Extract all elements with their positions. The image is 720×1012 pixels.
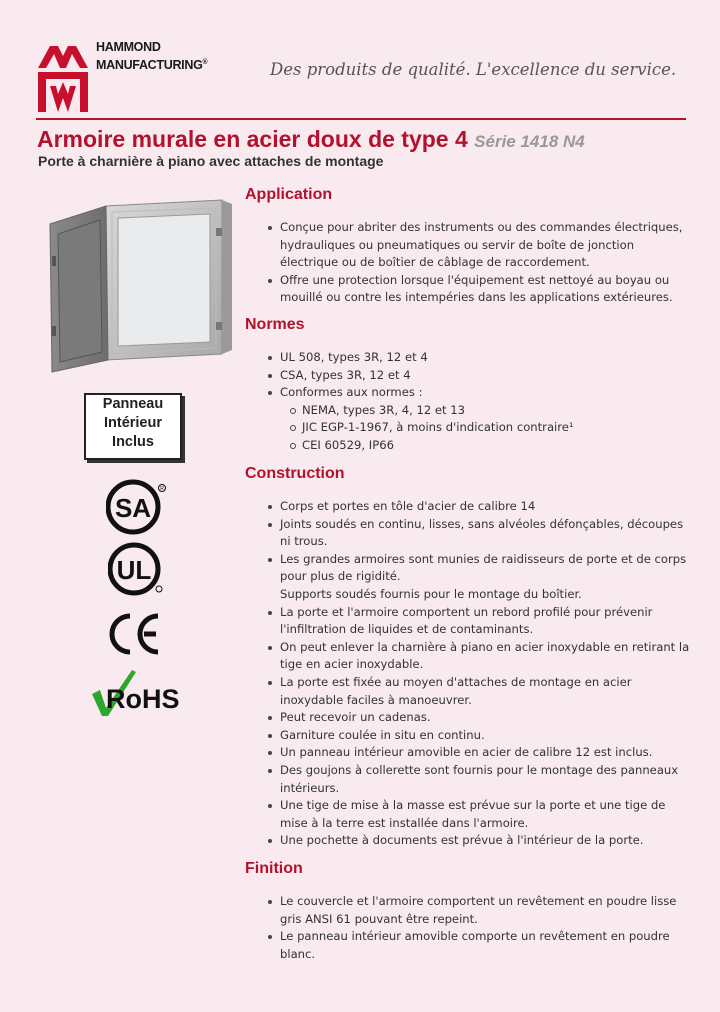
heading-normes: Normes bbox=[245, 316, 305, 333]
supports-note: Supports soudés fournis pour le montage du boîtier. bbox=[280, 586, 582, 601]
sub-list-item: NEMA, types 3R, 4, 12 et 13 bbox=[302, 402, 574, 420]
panneau-interieur-badge: Panneau Intérieur Inclus bbox=[84, 393, 182, 460]
list-item: Les grandes armoires sont munies de raidisseurs de porte et de corps pour plus de rigidité. Supports soudés fournis pour le montage du boîtier. bbox=[280, 551, 690, 604]
list-item: On peut enlever la charnière à piano en acier inoxydable en retirant la tige en acier inoxydable. bbox=[280, 639, 690, 674]
svg-text:SA: SA bbox=[114, 493, 152, 523]
series-label: Série 1418 N4 bbox=[474, 132, 585, 151]
sidebar bbox=[0, 0, 240, 1012]
list-item: Corps et portes en tôle d'acier de calibre 14 bbox=[280, 498, 690, 516]
list-item: Le couvercle et l'armoire comportent un revêtement en poudre lisse gris ANSI 61 pouvant être repeint. bbox=[280, 893, 690, 928]
sub-list-item: CEI 60529, IP66 bbox=[302, 437, 574, 455]
list-item: La porte est fixée au moyen d'attaches de montage en acier inoxydable faciles à manoeuvrer. bbox=[280, 674, 690, 709]
list-item: Conçue pour abriter des instruments ou des commandes électriques, hydrauliques ou pneumatiques ou servir de boîte de jonction électrique ou de boîtier de câblage de raccordement. bbox=[280, 219, 690, 272]
company-name: HAMMOND MANUFACTURING® bbox=[96, 40, 208, 73]
section-finition bbox=[245, 860, 690, 963]
list-item: Des goujons à collerette sont fournis pour le montage des panneaux intérieurs. bbox=[280, 762, 690, 797]
page-title: Armoire murale en acier doux de type 4 Série 1418 N4 bbox=[37, 126, 585, 152]
list-item: Peut recevoir un cadenas. bbox=[280, 709, 690, 727]
list-item: Une tige de mise à la masse est prévue sur la porte et une tige de mise à la terre est installée dans l'armoire. bbox=[280, 797, 690, 832]
section-normes bbox=[245, 316, 574, 455]
list-item: Conformes aux normes : NEMA, types 3R, 4, 12 et 13 JIC EGP-1-1967, à moins d'indication contraire¹ CEI 60529, IP66 bbox=[280, 384, 574, 454]
rohs-logo-icon bbox=[90, 668, 186, 718]
ul-logo-icon bbox=[108, 541, 164, 597]
svg-text:RoHS: RoHS bbox=[106, 684, 180, 714]
list-item: CSA, types 3R, 12 et 4 bbox=[280, 367, 574, 385]
heading-construction: Construction bbox=[245, 465, 345, 482]
list-item: Joints soudés en continu, lisses, sans alvéoles défonçables, découpes ni trous. bbox=[280, 516, 690, 551]
list-item: Une pochette à documents est prévue à l'intérieur de la porte. bbox=[280, 832, 690, 850]
tagline: Des produits de qualité. L'excellence du service. bbox=[270, 60, 677, 79]
list-item: Garniture coulée in situ en continu. bbox=[280, 727, 690, 745]
list-item: Offre une protection lorsque l'équipement est nettoyé au boyau ou mouillé ou contre les intempéries dans les applications extérieures. bbox=[280, 272, 690, 307]
sub-list-item: JIC EGP-1-1967, à moins d'indication contraire¹ bbox=[302, 419, 574, 437]
list-item: Le panneau intérieur amovible comporte un revêtement en poudre blanc. bbox=[280, 928, 690, 963]
svg-text:R: R bbox=[160, 486, 164, 492]
enclosure-image bbox=[46, 196, 236, 378]
section-construction bbox=[245, 465, 690, 850]
list-item: La porte et l'armoire comportent un rebord profilé pour prévenir l'infiltration de liquides et de contaminants. bbox=[280, 604, 690, 639]
section-application bbox=[245, 186, 690, 307]
list-item: UL 508, types 3R, 12 et 4 bbox=[280, 349, 574, 367]
csa-logo-icon bbox=[106, 478, 168, 536]
ce-logo-icon bbox=[106, 612, 164, 656]
page-subtitle: Porte à charnière à piano avec attaches de montage bbox=[38, 153, 384, 169]
heading-application: Application bbox=[245, 186, 333, 203]
svg-text:UL: UL bbox=[116, 555, 152, 585]
list-item: Un panneau intérieur amovible en acier de calibre 12 est inclus. bbox=[280, 744, 690, 762]
heading-finition: Finition bbox=[245, 860, 303, 877]
